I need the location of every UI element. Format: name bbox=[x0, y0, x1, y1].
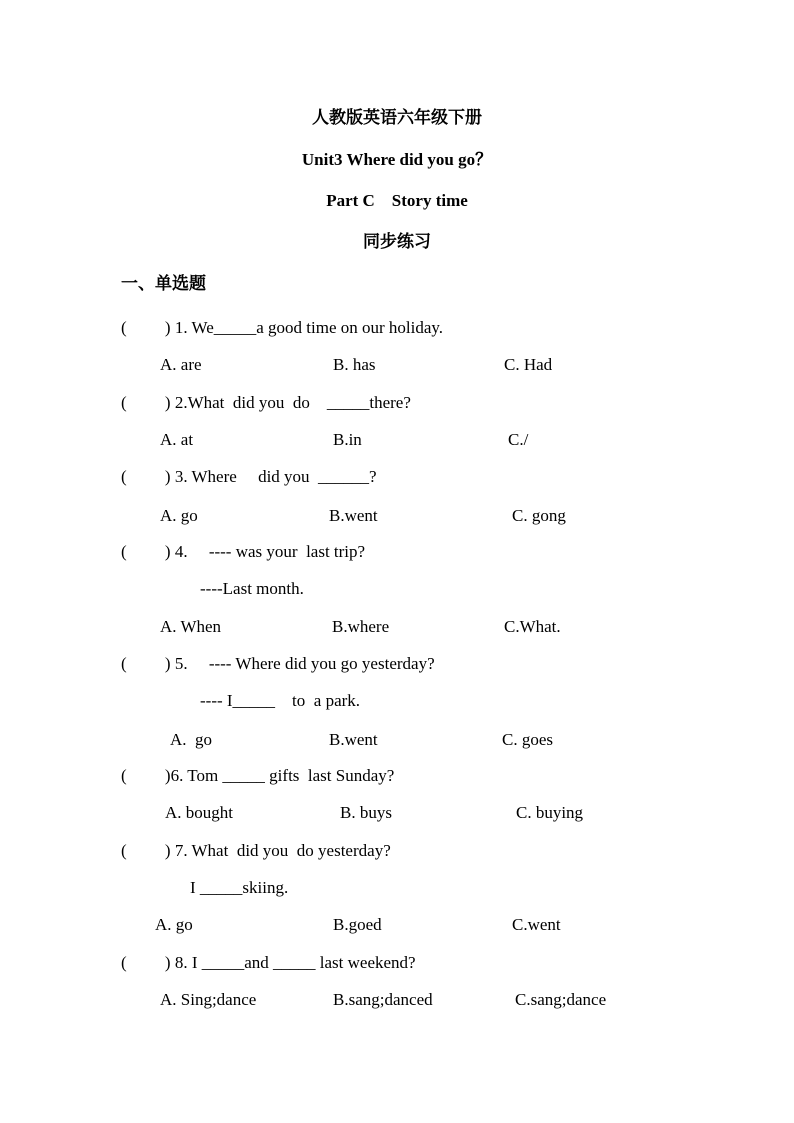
question-4-option-a: A. When bbox=[160, 617, 222, 636]
question-1-option-a: A. are bbox=[160, 355, 202, 374]
question-4-option-c: C.What. bbox=[504, 617, 561, 636]
question-6-option-c: C. buying bbox=[516, 803, 584, 822]
question-8-stem: ( ) 8. I _____and _____ last weekend? bbox=[121, 953, 416, 972]
question-7-answer-line: I _____skiing. bbox=[190, 878, 289, 897]
part-title: Part C Story time bbox=[326, 191, 468, 210]
question-7-option-a: A. go bbox=[155, 915, 193, 934]
question-4-option-b: B.where bbox=[332, 617, 390, 636]
question-3-option-b: B.went bbox=[329, 506, 378, 525]
unit-title: Unit3 Where did you go？ bbox=[301, 150, 493, 169]
question-3-option-a: A. go bbox=[160, 506, 198, 525]
question-2-option-b: B.in bbox=[333, 430, 362, 449]
question-5-option-b: B.went bbox=[329, 730, 378, 749]
question-8-option-c: C.sang;dance bbox=[515, 990, 607, 1009]
question-2-option-c: C./ bbox=[508, 430, 529, 449]
question-7-stem: ( ) 7. What did you do yesterday? bbox=[121, 841, 391, 860]
question-3-option-c: C. gong bbox=[512, 506, 566, 525]
question-5-option-c: C. goes bbox=[502, 730, 553, 749]
question-7-option-b: B.goed bbox=[333, 915, 382, 934]
question-1-stem: ( ) 1. We_____a good time on our holiday. bbox=[121, 318, 444, 337]
question-3-stem: ( ) 3. Where did you ______? bbox=[121, 467, 377, 486]
question-5-dialogue: ---- I_____ to a park. bbox=[200, 691, 361, 710]
question-6-stem: ( )6. Tom _____ gifts last Sunday? bbox=[121, 766, 395, 785]
question-8-option-b: B.sang;danced bbox=[333, 990, 433, 1009]
question-8-option-a: A. Sing;dance bbox=[160, 990, 257, 1009]
question-6-option-a: A. bought bbox=[165, 803, 233, 822]
question-1-option-c: C. Had bbox=[504, 355, 553, 374]
question-2-stem: ( ) 2.What did you do _____there? bbox=[121, 393, 411, 412]
question-5-option-a: A. go bbox=[170, 730, 213, 749]
document-title: 人教版英语六年级下册 bbox=[312, 108, 482, 127]
question-1-option-b: B. has bbox=[333, 355, 376, 374]
question-5-stem: ( ) 5. ---- Where did you go yesterday? bbox=[121, 654, 435, 673]
question-4-stem: ( ) 4. ---- was your last trip? bbox=[121, 542, 366, 561]
question-2-option-a: A. at bbox=[160, 430, 194, 449]
question-6-option-b: B. buys bbox=[340, 803, 392, 822]
question-7-option-c: C.went bbox=[512, 915, 561, 934]
section-heading: 一、单选题 bbox=[121, 274, 206, 293]
question-4-dialogue: ----Last month. bbox=[200, 579, 304, 598]
exercise-subtitle: 同步练习 bbox=[363, 232, 431, 251]
